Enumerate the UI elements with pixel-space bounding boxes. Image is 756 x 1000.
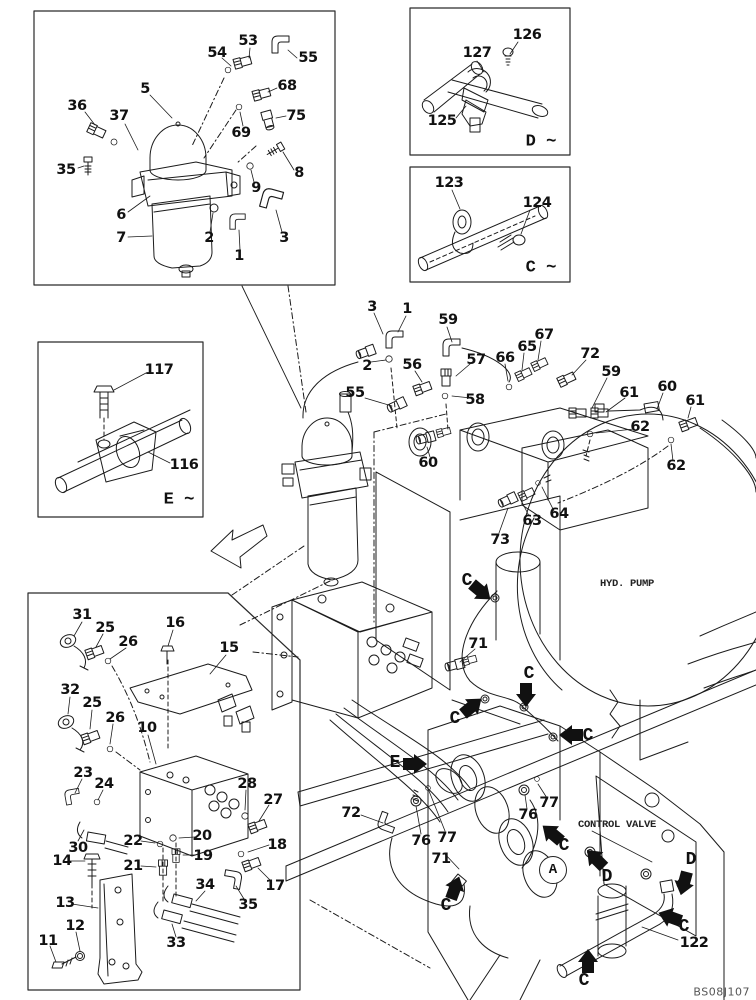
flow-letter-C: C (440, 896, 452, 916)
part-callout-1: 1 (402, 301, 412, 317)
part-callout-61: 61 (619, 385, 639, 401)
part-callout-56: 56 (402, 357, 422, 373)
flow-letter-D: D (685, 850, 697, 870)
part-callout-36: 36 (67, 98, 87, 114)
part-callout-76: 76 (411, 833, 431, 849)
flow-letter-C: C (582, 726, 594, 746)
part-callout-33: 33 (166, 935, 186, 951)
part-callout-28: 28 (237, 776, 257, 792)
part-callout-53: 53 (238, 33, 258, 49)
section-marker-a: A (539, 856, 567, 884)
part-callout-18: 18 (267, 837, 287, 853)
flow-letter-C: C (461, 571, 473, 591)
part-callout-17: 17 (265, 878, 285, 894)
inset-tag-detail-d: D ∼ (525, 132, 557, 152)
part-callout-37: 37 (109, 108, 129, 124)
part-callout-15: 15 (219, 640, 239, 656)
part-callout-65: 65 (517, 339, 537, 355)
part-callout-55: 55 (298, 50, 318, 66)
part-callout-3: 3 (279, 230, 289, 246)
part-callout-124: 124 (522, 195, 552, 211)
part-callout-27: 27 (263, 792, 283, 808)
part-callout-54: 54 (207, 45, 227, 61)
part-callout-14: 14 (52, 853, 72, 869)
direction-arrow-outline (211, 525, 267, 568)
part-callout-60: 60 (418, 455, 438, 471)
part-callout-72: 72 (341, 805, 361, 821)
part-callout-30: 30 (68, 840, 88, 856)
part-callout-2: 2 (362, 358, 372, 374)
flow-letter-C: C (578, 971, 590, 991)
part-callout-19: 19 (193, 848, 213, 864)
part-callout-25: 25 (95, 620, 115, 636)
part-callout-11: 11 (38, 933, 58, 949)
part-callout-35: 35 (238, 897, 258, 913)
part-callout-1: 1 (234, 248, 244, 264)
control-valve-label: CONTROL VALVE (578, 819, 657, 831)
part-callout-26: 26 (105, 710, 125, 726)
flow-letter-C: C (449, 709, 461, 729)
drawing-code: BS08J107 (693, 985, 750, 999)
hyd-pump-label: HYD. PUMP (600, 578, 655, 590)
flow-letter-E: E (389, 753, 401, 773)
part-callout-8: 8 (294, 165, 304, 181)
part-callout-7: 7 (116, 230, 126, 246)
filter-detail-art (78, 36, 297, 277)
part-callout-26: 26 (118, 634, 138, 650)
part-callout-10: 10 (137, 720, 157, 736)
part-callout-31: 31 (72, 607, 92, 623)
part-callout-122: 122 (679, 935, 709, 951)
inset-tag-detail-e: E ∼ (163, 490, 195, 510)
part-callout-127: 127 (462, 45, 492, 61)
flow-letter-D: D (601, 867, 613, 887)
part-callout-22: 22 (123, 833, 143, 849)
flow-letter-C: C (523, 664, 535, 684)
flow-arrow-D (671, 869, 697, 897)
part-callout-59: 59 (601, 364, 621, 380)
part-callout-76: 76 (518, 807, 538, 823)
part-callout-23: 23 (73, 765, 93, 781)
flow-letter-C: C (558, 836, 570, 856)
part-callout-66: 66 (495, 350, 515, 366)
part-callout-60: 60 (657, 379, 677, 395)
part-callout-125: 125 (427, 113, 457, 129)
part-callout-34: 34 (195, 877, 215, 893)
flow-letter-C: C (678, 917, 690, 937)
part-callout-55: 55 (345, 385, 365, 401)
part-callout-21: 21 (123, 858, 143, 874)
part-callout-68: 68 (277, 78, 297, 94)
part-callout-71: 71 (468, 636, 488, 652)
part-callout-25: 25 (82, 695, 102, 711)
part-callout-59: 59 (438, 312, 458, 328)
part-callout-73: 73 (490, 532, 510, 548)
part-callout-63: 63 (522, 513, 542, 529)
part-callout-123: 123 (434, 175, 464, 191)
part-callout-75: 75 (286, 108, 306, 124)
part-callout-77: 77 (437, 830, 457, 846)
part-callout-9: 9 (251, 180, 261, 196)
part-callout-61: 61 (685, 393, 705, 409)
part-callout-72: 72 (580, 346, 600, 362)
part-callout-2: 2 (204, 230, 214, 246)
part-callout-57: 57 (466, 352, 486, 368)
part-callout-3: 3 (367, 299, 377, 315)
part-callout-126: 126 (512, 27, 542, 43)
part-callout-35: 35 (56, 162, 76, 178)
part-callout-6: 6 (116, 207, 126, 223)
part-callout-62: 62 (666, 458, 686, 474)
part-callout-24: 24 (94, 776, 114, 792)
detail-e-art (53, 373, 193, 494)
part-callout-5: 5 (140, 81, 150, 97)
flow-arrow-E (403, 754, 427, 774)
part-callout-13: 13 (55, 895, 75, 911)
flow-arrow-C (578, 949, 598, 973)
part-callout-71: 71 (431, 851, 451, 867)
inset-tag-detail-c: C ∼ (525, 258, 557, 278)
part-callout-64: 64 (549, 506, 569, 522)
part-callout-69: 69 (231, 125, 251, 141)
part-callout-67: 67 (534, 327, 554, 343)
part-callout-117: 117 (144, 362, 174, 378)
part-callout-16: 16 (165, 615, 185, 631)
part-callout-20: 20 (192, 828, 212, 844)
part-callout-77: 77 (539, 795, 559, 811)
part-callout-62: 62 (630, 419, 650, 435)
part-callout-58: 58 (465, 392, 485, 408)
part-callout-12: 12 (65, 918, 85, 934)
inset-borders (28, 8, 570, 990)
part-callout-32: 32 (60, 682, 80, 698)
part-callout-116: 116 (169, 457, 199, 473)
